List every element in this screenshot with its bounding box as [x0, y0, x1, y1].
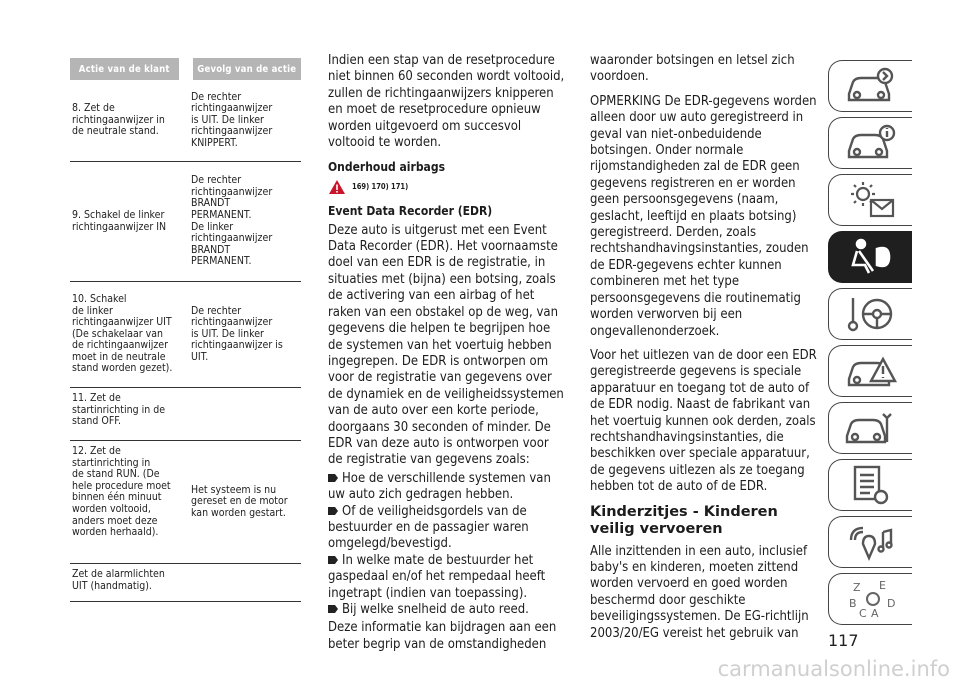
svg-text:C: C [858, 607, 867, 620]
table-cell-result: De rechter richtingaanwijzer BRANDT PERMANENT. De linker richtingaanwijzer BRANDT PERMANENT. [191, 174, 273, 268]
page-number: 117 [828, 631, 859, 650]
car-maintenance-wrench-icon [843, 406, 899, 450]
list-item-text: Hoe de verschillende systemen van uw auto zich gedragen hebben. [328, 470, 551, 503]
procedure-table [70, 58, 301, 602]
chapter-tab-technical-data[interactable] [828, 459, 912, 511]
technical-data-icon [843, 463, 899, 507]
warning-references [328, 179, 566, 195]
chapter-tab-car-info[interactable] [828, 117, 912, 169]
chapter-tab-starting-driving[interactable] [828, 288, 912, 340]
table-cell-result: De rechter richtingaanwijzer is UIT. De linker richtingaanwijzer is UIT. [191, 304, 283, 363]
list-item [328, 553, 566, 602]
edr-paragraph: Deze auto is uitgerust met een Event Data Recorder (EDR). Het voornaamste doel van een EDR is de registratie, in situaties met (bijna) een botsing, zoals de activering van een airbag of het raken van een obstakel op de weg, van gegevens die helpen te begrijpen hoe de systemen van het voertuig hebben ingegrepen. De EDR is ontworpen om voor de registratie van gegevens over de dynamiek en de veiligheidssystemen van de auto over een korte periode, doorgaans 30 seconden of minder. De EDR van deze auto is ontworpen voor de registratie van gegevens zoals: [328, 222, 564, 468]
warning-triangle-icon [328, 179, 346, 195]
steering-wheel-start-icon [843, 292, 899, 336]
edr-outro-paragraph: Deze informatie kan bijdragen aan een beter begrip van de omstandigheden [328, 620, 557, 652]
table-row [70, 564, 301, 602]
bullet-arrow-icon [328, 507, 338, 515]
list-item-text: Of de veiligheidsgordels van de bestuurder en de passagier waren omgelegd/bevestigd. [328, 503, 529, 552]
section-heading-airbag-maintenance: Onderhoud airbags [328, 160, 445, 175]
seat-airbag-safety-icon [843, 235, 899, 279]
emergency-warning-icon [843, 349, 899, 393]
paragraph: Alle inzittenden in een auto, inclusief baby's en kinderen, moeten zittend worden vervoerd en goed worden beschermd door geschikte beveiligingssystemen. De EG-richtlijn 2003/20/EG vereist het gebruik van [590, 543, 809, 641]
paragraph: Voor het uitlezen van de door een EDR geregistreerde gegevens is speciale apparatuur en toegang tot de auto of de EDR nodig. Naast de fabrikant van het voertuig kunnen ook derden, zoals rechtshandhavingsinstanties, die beschikken over speciale apparatuur, de gegevens uitlezen als ze toegang hebben tot de auto of de EDR. [590, 347, 817, 495]
watermark-text: carmanualsonline.info [717, 657, 950, 681]
svg-text:Z: Z [852, 581, 861, 594]
header-action-result: Gevolg van de actie [193, 58, 302, 80]
dashboard-car-icon [843, 64, 899, 108]
list-item [328, 471, 566, 504]
table-cell-result [191, 388, 301, 440]
table-cell-result: De rechter richtingaanwijzer is UIT. De linker richtingaanwijzer KNIPPERT. [191, 90, 273, 149]
car-info-icon [843, 121, 899, 165]
table-cell-result [191, 564, 301, 601]
text-column-2 [590, 53, 820, 650]
lights-signals-icon [843, 178, 899, 222]
chapter-tab-index[interactable] [828, 573, 912, 625]
table-cell-action: Zet de alarmlichten UIT (handmatig). [72, 568, 165, 592]
bullet-arrow-icon [328, 556, 338, 564]
table-cell-result: Het systeem is nu gereset en de motor kan worden gestart. [191, 483, 288, 519]
list-item [328, 504, 566, 553]
table-row [70, 80, 301, 162]
table-cell-action: 12. Zet de startinrichting in de stand RUN. (De hele procedure moet binnen één minuut worden voltooid, anders moet deze worden herhaald). [72, 445, 171, 539]
edr-note-paragraph: OPMERKING De EDR-gegevens worden alleen door uw auto geregistreerd in geval van niet-onbeduidende botsingen. Onder normale rijomstandigheden zal de EDR geen gegevens registreren en er worden geen persoonsgegevens (naam, geslacht, leeftijd en plaats botsing) geregistreerd. Derden, zoals rechtshandhavingsinstanties, zouden de EDR-gegevens echter kunnen combineren met het type persoonsgegevens die routinematig worden verworven bij een ongevallenonderzoek. [590, 93, 817, 339]
svg-text:D: D [886, 597, 895, 610]
table-row [70, 388, 301, 441]
svg-text:E: E [878, 579, 886, 592]
table-row [70, 282, 301, 388]
table-row [70, 441, 301, 564]
list-item-text: Bij welke snelheid de auto reed. [342, 602, 529, 617]
edr-bullet-list [328, 471, 566, 619]
list-item-text: In welke mate de bestuurder het gaspedaal en/of het rempedaal heeft ingetrapt (indien van toepassing). [328, 552, 546, 601]
multimedia-icon [843, 520, 899, 564]
chapter-tab-strip [828, 60, 912, 630]
section-heading-child-seats: Kinderzitjes - Kinderen veilig vervoeren [590, 503, 778, 537]
table-header [70, 58, 301, 80]
svg-text:A: A [870, 607, 879, 620]
bullet-arrow-icon [328, 605, 338, 613]
chapter-tab-emergency[interactable] [828, 345, 912, 397]
section-heading-edr: Event Data Recorder (EDR) [328, 204, 493, 219]
bullet-arrow-icon [328, 474, 338, 482]
text-column-1 [328, 53, 566, 661]
table-cell-action: 10. Schakel de linker richtingaanwijzer UIT (De schakelaar van de richtingaanwijzer moet in de neutrale stand worden gezet). [72, 292, 173, 375]
table-cell-action: 11. Zet de startinrichting in de stand OFF. [72, 392, 166, 428]
reset-procedure-note: Indien een stap van de resetprocedure niet binnen 60 seconden wordt voltooid, zullen de richtingaanwijzers knipperen en moet de resetprocedure opnieuw worden uitgevoerd om succesvol voltooid te worden. [328, 53, 565, 151]
svg-text:B: B [848, 597, 857, 610]
table-row [70, 162, 301, 282]
warning-reference-numbers: 169) 170) 171) [352, 181, 409, 191]
alphabetical-index-icon [843, 577, 899, 621]
chapter-tab-maintenance[interactable] [828, 402, 912, 454]
list-item [328, 602, 566, 618]
chapter-tab-safety[interactable] [828, 231, 912, 283]
header-customer-action: Actie van de klant [70, 58, 179, 80]
chapter-tab-lights[interactable] [828, 174, 912, 226]
table-cell-action: 9. Schakel de linker richtingaanwijzer IN [72, 208, 167, 233]
table-cell-action: 8. Zet de richtingaanwijzer in de neutrale stand. [72, 102, 165, 138]
paragraph: waaronder botsingen en letsel zich voordoen. [590, 53, 795, 85]
chapter-tab-dashboard[interactable] [828, 60, 912, 112]
chapter-tab-multimedia[interactable] [828, 516, 912, 568]
